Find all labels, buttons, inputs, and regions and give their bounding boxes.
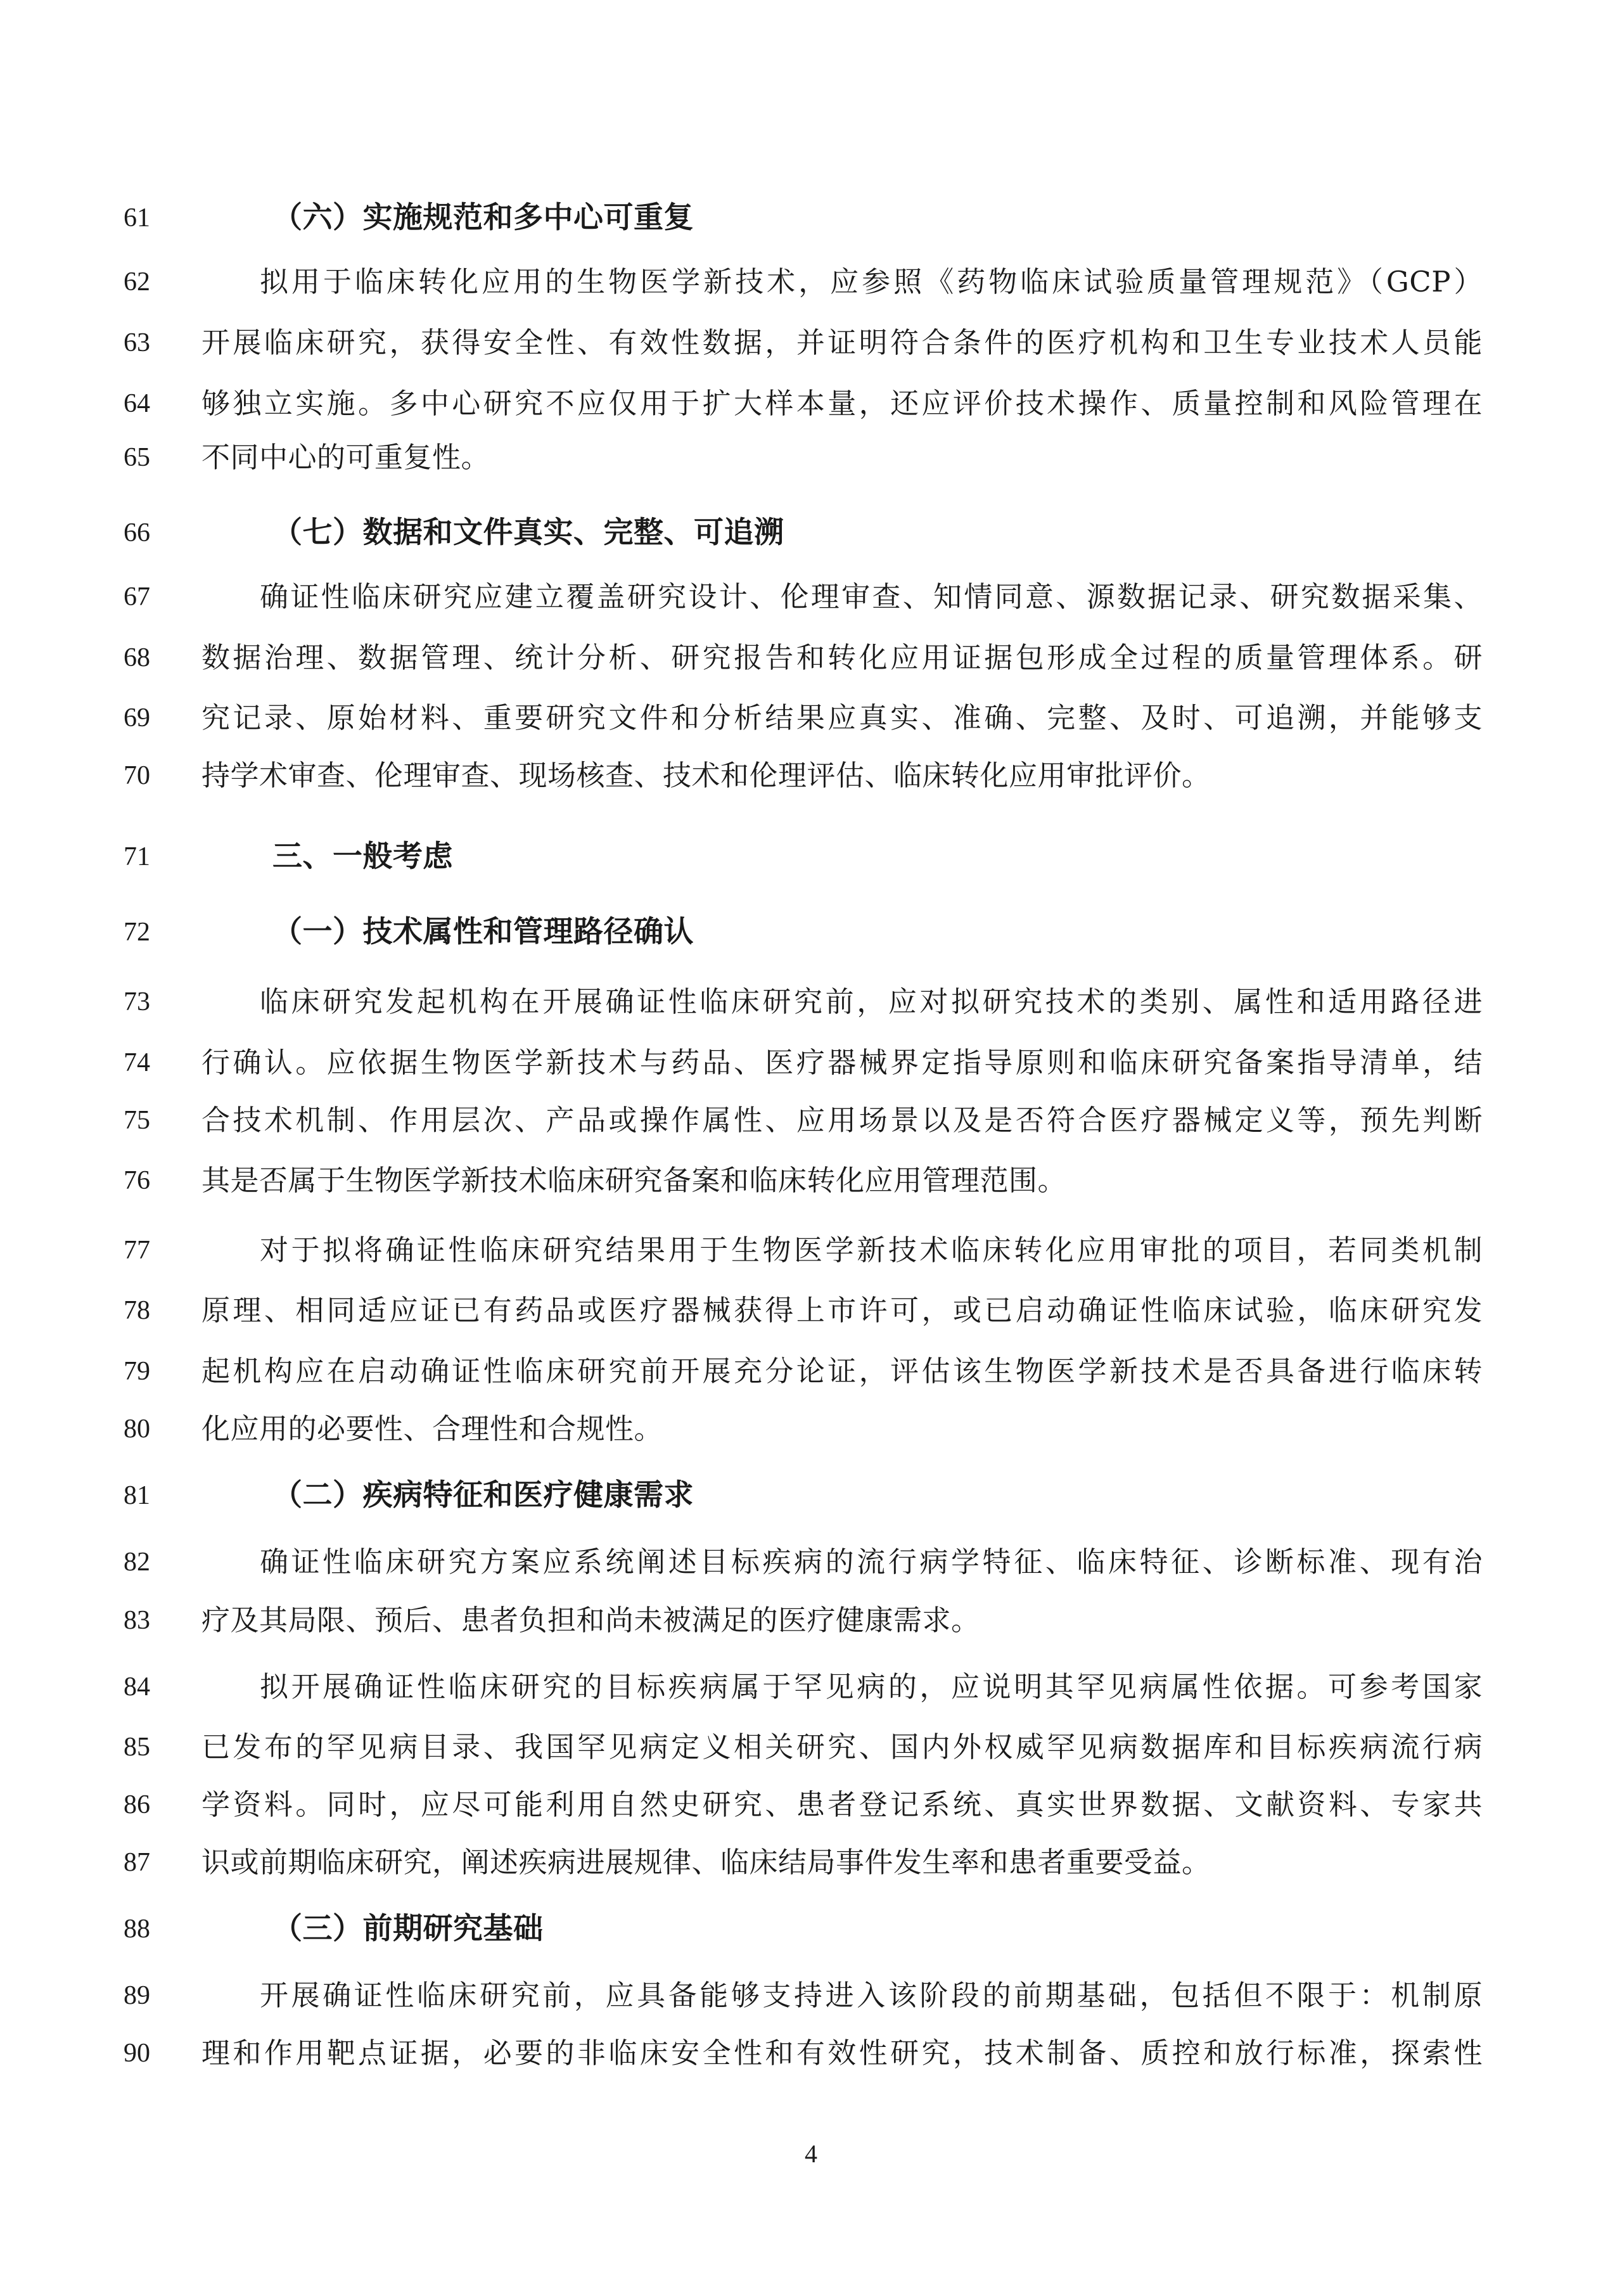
line-77	[0, 1220, 1622, 1281]
line-82	[0, 1532, 1622, 1593]
line-81	[0, 1465, 1622, 1526]
line-number: 69	[124, 703, 150, 733]
line-number: 90	[124, 2039, 150, 2068]
line-number: 83	[124, 1606, 150, 1635]
section-heading: （二）疾病特征和医疗健康需求	[272, 1478, 694, 1513]
line-85	[0, 1717, 1622, 1778]
line-number: 72	[124, 918, 150, 947]
paragraph-text: 临床研究发起机构在开展确证性临床研究前，应对拟研究技术的类别、属性和适用路径进	[260, 985, 1483, 1018]
line-83	[0, 1590, 1622, 1651]
line-number: 84	[124, 1672, 150, 1702]
paragraph-text: 原理、相同适应证已有药品或医疗器械获得上市许可，或已启动确证性临床试验，临床研究发	[201, 1293, 1483, 1327]
line-number: 62	[124, 267, 150, 297]
line-number: 67	[124, 582, 150, 612]
line-76	[0, 1150, 1622, 1211]
line-71	[0, 826, 1622, 887]
paragraph-text: 开展确证性临床研究前，应具备能够支持进入该阶段的前期基础，包括但不限于：机制原	[260, 1979, 1483, 2012]
line-number: 89	[124, 1981, 150, 2010]
line-69	[0, 688, 1622, 748]
line-65	[0, 427, 1622, 488]
line-78	[0, 1280, 1622, 1341]
line-number: 80	[124, 1414, 150, 1444]
paragraph-text: 拟用于临床转化应用的生物医学新技术，应参照《药物临床试验质量管理规范》（GCP）	[260, 265, 1483, 298]
paragraph-text: 够独立实施。多中心研究不应仅用于扩大样本量，还应评价技术操作、质量控制和风险管理在	[201, 387, 1483, 420]
paragraph-text: 合技术机制、作用层次、产品或操作属性、应用场景以及是否符合医疗器械定义等，预先判断	[201, 1103, 1483, 1137]
line-87	[0, 1832, 1622, 1893]
paragraph-text: 确证性临床研究方案应系统阐述目标疾病的流行病学特征、临床特征、诊断标准、现有治	[260, 1545, 1483, 1579]
line-79	[0, 1341, 1622, 1402]
paragraph-text: 已发布的罕见病目录、我国罕见病定义相关研究、国内外权威罕见病数据库和目标疾病流行病	[201, 1730, 1483, 1764]
section-heading: （一）技术属性和管理路径确认	[272, 914, 694, 949]
line-number: 74	[124, 1048, 150, 1077]
line-75	[0, 1090, 1622, 1151]
line-number: 78	[124, 1296, 150, 1325]
line-number: 73	[124, 987, 150, 1017]
line-63	[0, 312, 1622, 373]
line-70	[0, 745, 1622, 806]
paragraph-text: 其是否属于生物医学新技术临床研究备案和临床转化应用管理范围。	[201, 1164, 1067, 1197]
line-66	[0, 503, 1622, 563]
page-number: 4	[805, 2139, 817, 2168]
line-number: 88	[124, 1914, 150, 1944]
line-73	[0, 972, 1622, 1032]
line-89	[0, 1965, 1622, 2026]
paragraph-text: 化应用的必要性、合理性和合规性。	[201, 1412, 663, 1446]
paragraph-text: 确证性临床研究应建立覆盖研究设计、伦理审查、知情同意、源数据记录、研究数据采集、	[260, 580, 1483, 613]
line-number: 79	[124, 1357, 150, 1386]
line-number: 77	[124, 1236, 150, 1265]
line-64	[0, 373, 1622, 434]
line-number: 66	[124, 518, 150, 548]
paragraph-text: 行确认。应依据生物医学新技术与药品、医疗器械界定指导原则和临床研究备案指导清单，结	[201, 1046, 1483, 1079]
paragraph-text: 持学术审查、伦理审查、现场核查、技术和伦理评估、临床转化应用审批评价。	[201, 759, 1211, 792]
line-number: 61	[124, 203, 150, 233]
line-90	[0, 2023, 1622, 2084]
line-61	[0, 188, 1622, 248]
paragraph-text: 对于拟将确证性临床研究结果用于生物医学新技术临床转化应用审批的项目，若同类机制	[260, 1233, 1483, 1267]
paragraph-text: 识或前期临床研究，阐述疾病进展规律、临床结局事件发生率和患者重要受益。	[201, 1845, 1211, 1879]
paragraph-text: 理和作用靶点证据，必要的非临床安全性和有效性研究，技术制备、质控和放行标准，探索性	[201, 2036, 1483, 2070]
line-number: 85	[124, 1733, 150, 1762]
line-number: 76	[124, 1166, 150, 1195]
section-heading: （七）数据和文件真实、完整、可追溯	[272, 515, 784, 550]
section-heading: （六）实施规范和多中心可重复	[272, 200, 694, 235]
line-80	[0, 1399, 1622, 1459]
chapter-heading: 三、一般考虑	[272, 839, 453, 874]
line-number: 71	[124, 842, 150, 871]
line-number: 75	[124, 1106, 150, 1135]
paragraph-text: 疗及其局限、预后、患者负担和尚未被满足的医疗健康需求。	[201, 1603, 980, 1637]
line-number: 86	[124, 1790, 150, 1819]
paragraph-text: 数据治理、数据管理、统计分析、研究报告和转化应用证据包形成全过程的质量管理体系。研	[201, 641, 1483, 674]
line-88	[0, 1899, 1622, 1959]
line-84	[0, 1657, 1622, 1717]
paragraph-text: 不同中心的可重复性。	[201, 440, 490, 474]
line-74	[0, 1032, 1622, 1093]
line-number: 82	[124, 1548, 150, 1577]
paragraph-text: 拟开展确证性临床研究的目标疾病属于罕见病的，应说明其罕见病属性依据。可参考国家	[260, 1670, 1483, 1703]
paragraph-text: 学资料。同时，应尽可能利用自然史研究、患者登记系统、真实世界数据、文献资料、专家共	[201, 1788, 1483, 1821]
line-number: 64	[124, 389, 150, 418]
line-number: 68	[124, 643, 150, 672]
line-number: 65	[124, 443, 150, 472]
section-heading: （三）前期研究基础	[272, 1911, 544, 1946]
paragraph-text: 开展临床研究，获得安全性、有效性数据，并证明符合条件的医疗机构和卫生专业技术人员能	[201, 326, 1483, 359]
line-number: 63	[124, 328, 150, 357]
line-67	[0, 567, 1622, 627]
paragraph-text: 究记录、原始材料、重要研究文件和分析结果应真实、准确、完整、及时、可追溯，并能够支	[201, 701, 1483, 734]
line-number: 81	[124, 1481, 150, 1510]
line-number: 70	[124, 761, 150, 790]
paragraph-text: 起机构应在启动确证性临床研究前开展充分论证，评估该生物医学新技术是否具备进行临床转	[201, 1354, 1483, 1388]
line-number: 87	[124, 1848, 150, 1877]
line-62	[0, 252, 1622, 312]
line-72	[0, 902, 1622, 963]
line-68	[0, 627, 1622, 688]
line-86	[0, 1774, 1622, 1835]
